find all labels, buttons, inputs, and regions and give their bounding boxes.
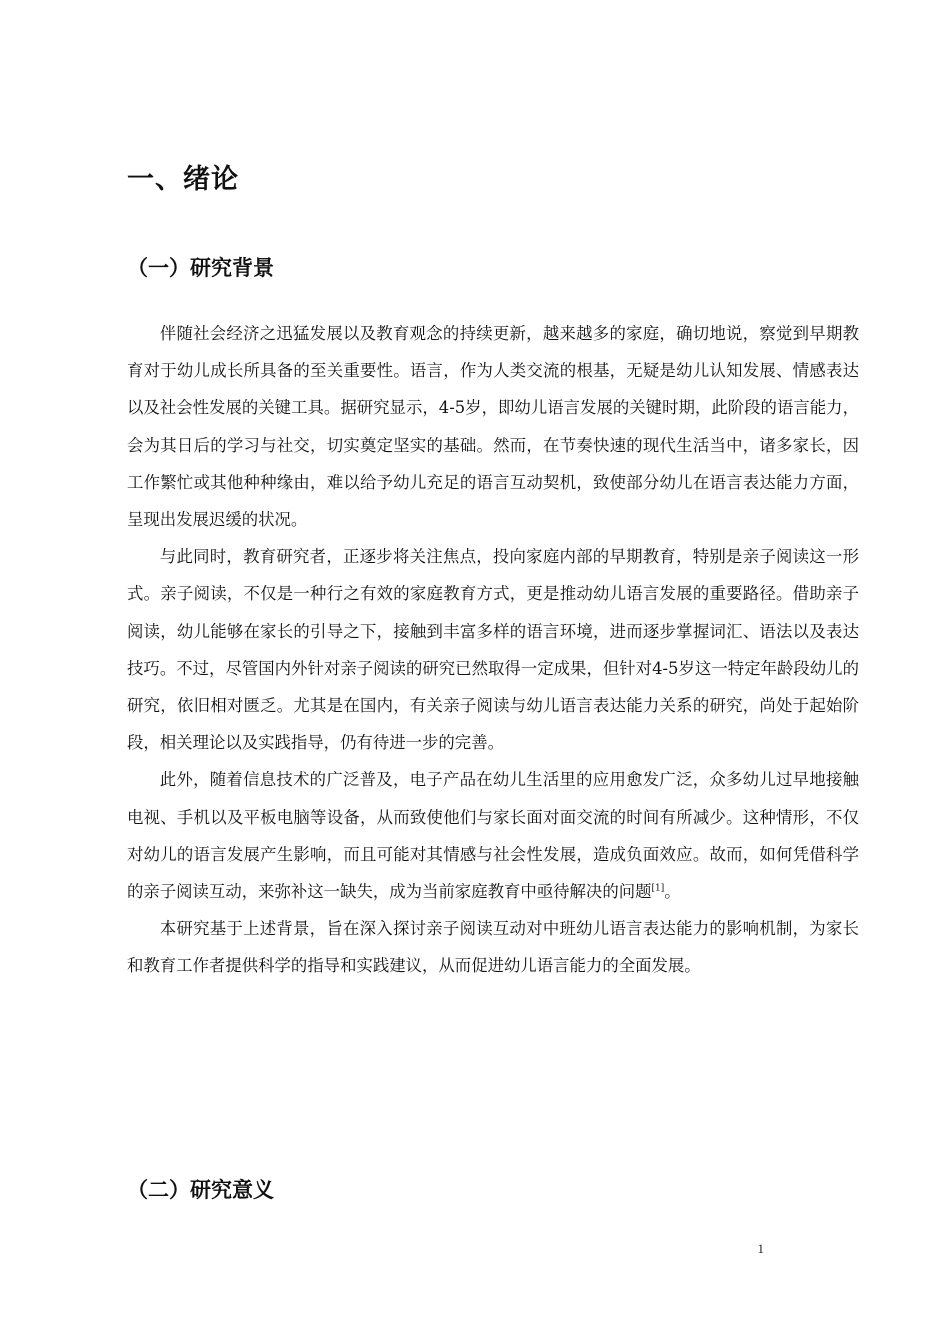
page-number: 1 <box>757 1241 764 1256</box>
paragraph-end-punct: 。 <box>664 882 681 902</box>
paragraph: 伴随社会经济之迅猛发展以及教育观念的持续更新，越来越多的家庭，确切地说，察觉到早期教育对于幼儿成长所具备的至关重要性。语言，作为人类交流的根基，无疑是幼儿认知发展、情感表达以及社会性发展的关键工具。据研究显示，4-5岁，即幼儿语言发展的关键时期，此阶段的语言能力，会为其日后的学习与社交，切实奠定坚实的基础。然而，在节奏快速的现代生活当中，诸多家长，因工作繁忙或其他种种缘由，难以给予幼儿充足的语言互动契机，致使部分幼儿在语言表达能力方面，呈现出发展迟缓的状况。 <box>127 324 859 530</box>
section-heading-background: （一）研究背景 <box>127 256 274 280</box>
paragraph-text: 此外，随着信息技术的广泛普及，电子产品在幼儿生活里的应用愈发广泛，众多幼儿过早地接触电视、手机以及平板电脑等设备，从而致使他们与家长面对面交流的时间有所减少。这种情形，不仅对幼儿的语言发展产生影响，而且可能对其情感与社会性发展，造成负面效应。故而，如何凭借科学的亲子阅读互动，来弥补这一缺失，成为当前家庭教育中亟待解决的问题 <box>127 770 859 902</box>
paragraph <box>127 761 859 910</box>
page-number-footer <box>0 1241 764 1257</box>
chapter-heading: 一、绪论 <box>127 164 239 195</box>
section-body-background <box>127 315 859 985</box>
paragraph: 本研究基于上述背景，旨在深入探讨亲子阅读互动对中班幼儿语言表达能力的影响机制，为家长和教育工作者提供科学的指导和实践建议，从而促进幼儿语言能力的全面发展。 <box>127 919 859 976</box>
paragraph: 与此同时，教育研究者，正逐步将关注焦点，投向家庭内部的早期教育，特别是亲子阅读这一形式。亲子阅读，不仅是一种行之有效的家庭教育方式，更是推动幼儿语言发展的重要路径。借助亲子阅读，幼儿能够在家长的引导之下，接触到丰富多样的语言环境，进而逐步掌握词汇、语法以及表达技巧。不过，尽管国内外针对亲子阅读的研究已然取得一定成果，但针对4-5岁这一特定年龄段幼儿的研究，依旧相对匮乏。尤其是在国内，有关亲子阅读与幼儿语言表达能力关系的研究，尚处于起始阶段，相关理论以及实践指导，仍有待进一步的完善。 <box>127 547 859 753</box>
section-heading-significance: （二）研究意义 <box>127 1178 274 1202</box>
citation-reference[interactable]: [1] <box>651 883 665 894</box>
